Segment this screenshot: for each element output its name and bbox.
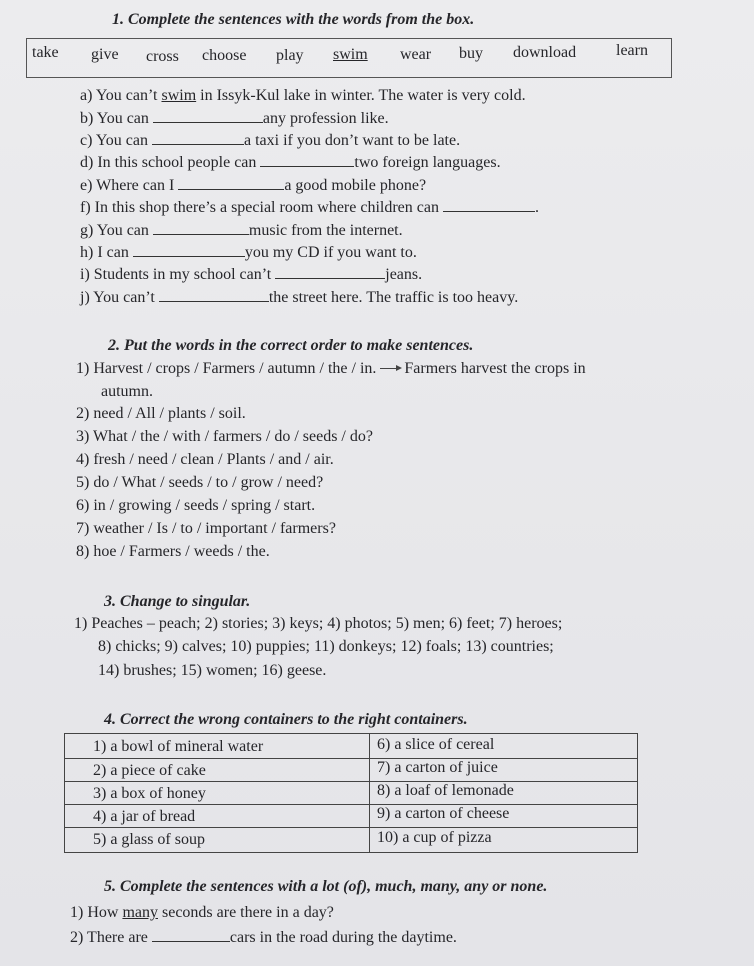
s1-item-i: i) Students in my school can’t jeans. xyxy=(80,266,423,283)
table-left-cell: 3) a box of honey xyxy=(93,785,206,802)
s1-item-j: j) You can’t the street here. The traffic is too heavy. xyxy=(80,289,519,306)
s2-item-3: 3) What / the / with / farmers / do / seeds / do? xyxy=(76,428,373,445)
word-choose: choose xyxy=(202,47,247,64)
s1-item-a: a) You can’t swim in Issyk-Kul lake in winter. The water is very cold. xyxy=(80,87,526,104)
answer-blank[interactable] xyxy=(153,222,249,235)
section1-title: 1. Complete the sentences with the words from the box. xyxy=(112,11,475,28)
section3-title: 3. Change to singular. xyxy=(104,593,251,610)
word-buy: buy xyxy=(459,45,483,62)
containers-table xyxy=(64,733,638,853)
word-take: take xyxy=(32,44,59,61)
s2-item-1-answer: Farmers harvest the crops in xyxy=(404,360,586,377)
s2-item-1: 1) Harvest / crops / Farmers / autumn / the / in. Farmers harvest the crops in xyxy=(76,360,586,377)
answer-blank[interactable] xyxy=(159,289,269,302)
s2-item-6: 6) in / growing / seeds / spring / start. xyxy=(76,497,316,514)
s1-item-a-answer: swim xyxy=(161,87,197,104)
s1-item-c: c) You can a taxi if you don’t want to be late. xyxy=(80,132,461,149)
s5-item-2: 2) There are cars in the road during the daytime. xyxy=(70,929,457,946)
s3-line-3: 14) brushes; 15) women; 16) geese. xyxy=(98,662,327,679)
s1-item-f: f) In this shop there’s a special room where children can . xyxy=(80,199,539,216)
table-right-cell: 7) a carton of juice xyxy=(377,759,498,776)
section2-title: 2. Put the words in the correct order to make sentences. xyxy=(108,337,474,354)
table-left-cell: 2) a piece of cake xyxy=(93,762,206,779)
s2-item-2: 2) need / All / plants / soil. xyxy=(76,405,246,422)
word-give: give xyxy=(91,46,119,63)
s1-item-e: e) Where can I a good mobile phone? xyxy=(80,177,427,194)
answer-blank[interactable] xyxy=(152,929,230,942)
table-right-cell: 6) a slice of cereal xyxy=(377,736,495,753)
s1-item-h: h) I can you my CD if you want to. xyxy=(80,244,417,261)
table-left-cell: 1) a bowl of mineral water xyxy=(93,738,264,755)
word-cross: cross xyxy=(146,48,179,65)
s2-item-7: 7) weather / Is / to / important / farmers? xyxy=(76,520,336,537)
word-download: download xyxy=(513,44,577,61)
answer-blank[interactable] xyxy=(260,154,354,167)
word-wear: wear xyxy=(400,46,432,63)
arrow-icon xyxy=(380,368,400,369)
table-left-cell: 5) a glass of soup xyxy=(93,831,205,848)
s2-item-1-answer-cont: autumn. xyxy=(101,383,153,400)
answer-blank[interactable] xyxy=(275,266,385,279)
s5-item-1: 1) How many seconds are there in a day? xyxy=(70,904,334,921)
answer-blank[interactable] xyxy=(443,199,535,212)
s5-item-1-answer: many xyxy=(122,904,158,921)
table-right-cell: 10) a cup of pizza xyxy=(377,829,492,846)
answer-blank[interactable] xyxy=(152,132,244,145)
answer-blank[interactable] xyxy=(133,244,245,257)
table-right-cell: 9) a carton of cheese xyxy=(377,805,510,822)
s2-item-4: 4) fresh / need / clean / Plants / and / air. xyxy=(76,451,334,468)
s1-item-b: b) You can any profession like. xyxy=(80,110,389,127)
table-right-cell: 8) a loaf of lemonade xyxy=(377,782,514,799)
answer-blank[interactable] xyxy=(153,110,263,123)
answer-blank[interactable] xyxy=(178,177,284,190)
s1-item-g: g) You can music from the internet. xyxy=(80,222,403,239)
table-left-cell: 4) a jar of bread xyxy=(93,808,196,825)
section5-title: 5. Complete the sentences with a lot (of), much, many, any or none. xyxy=(104,878,548,895)
word-box xyxy=(26,38,672,78)
word-play: play xyxy=(276,47,304,64)
word-learn: learn xyxy=(616,42,648,59)
s2-item-8: 8) hoe / Farmers / weeds / the. xyxy=(76,543,270,560)
s3-line-2: 8) chicks; 9) calves; 10) puppies; 11) donkeys; 12) foals; 13) countries; xyxy=(98,638,554,655)
word-swim: swim xyxy=(333,46,368,63)
s3-line-1: 1) Peaches – peach; 2) stories; 3) keys; 4) photos; 5) men; 6) feet; 7) heroes; xyxy=(74,615,563,632)
s2-item-5: 5) do / What / seeds / to / grow / need? xyxy=(76,474,324,491)
section4-title: 4. Correct the wrong containers to the right containers. xyxy=(104,711,468,728)
s1-item-d: d) In this school people can two foreign languages. xyxy=(80,154,501,171)
